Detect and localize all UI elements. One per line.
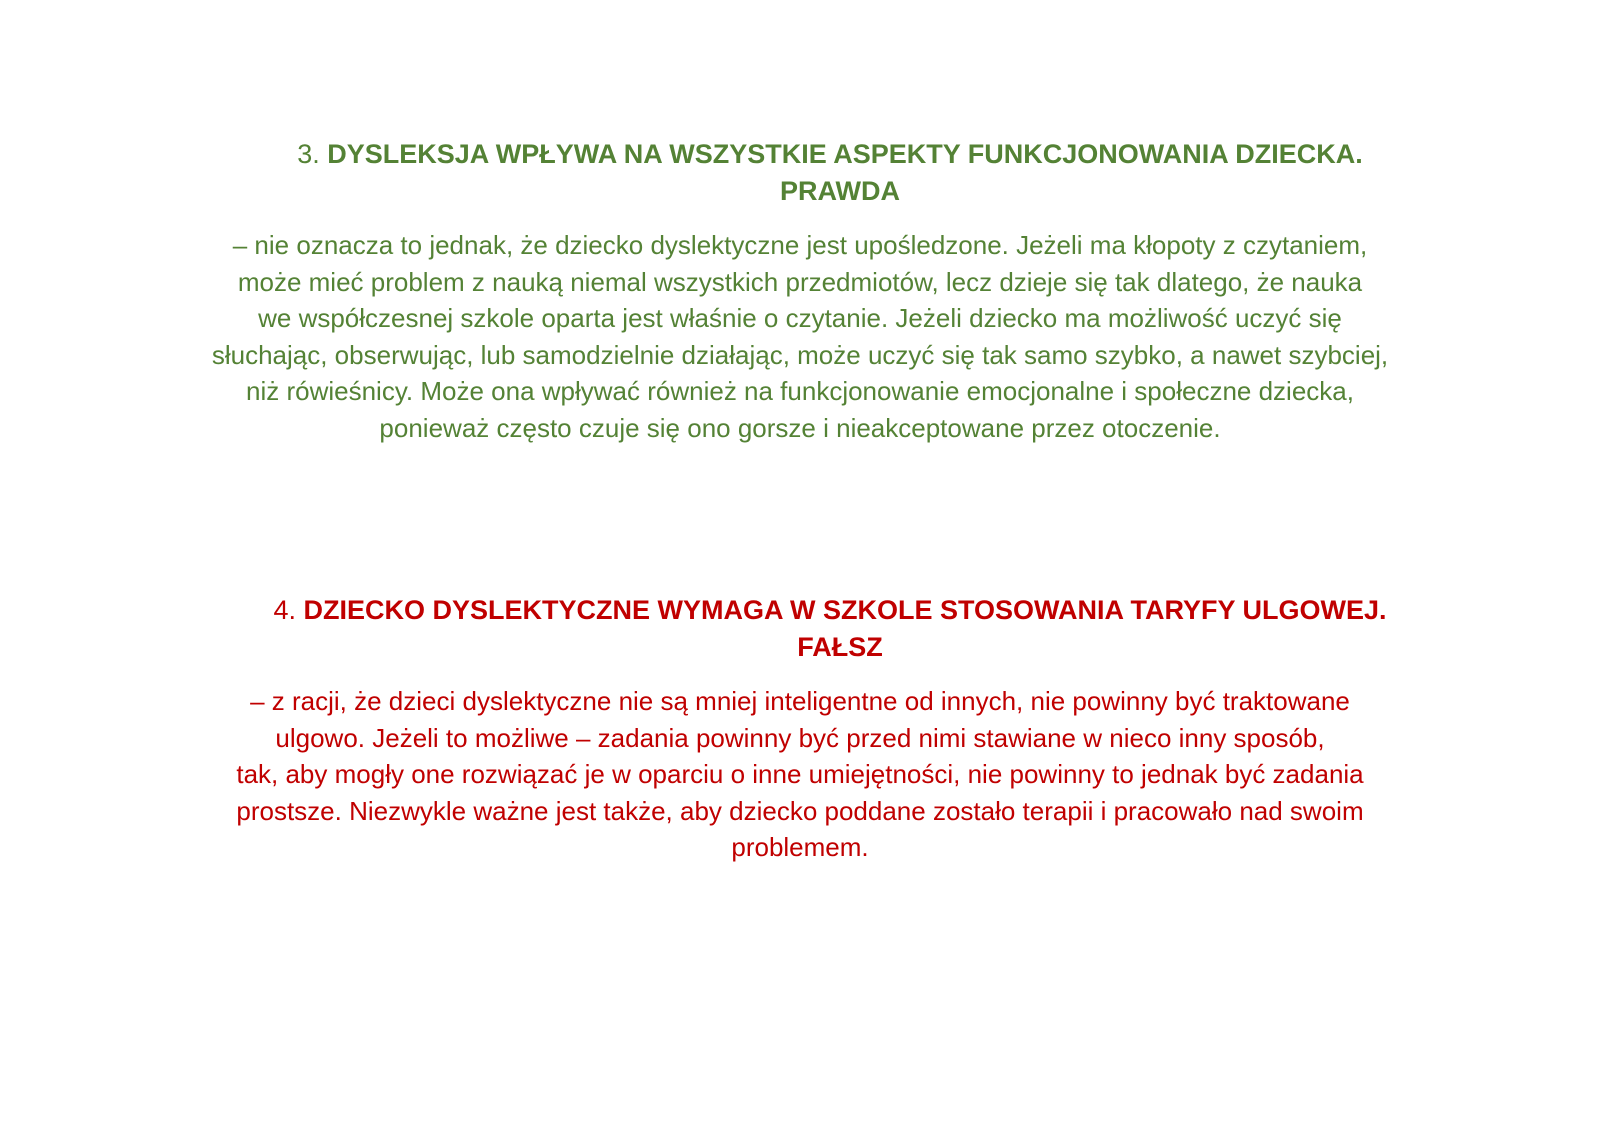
section-title: DYSLEKSJA WPŁYWA NA WSZYSTKIE ASPEKTY FUNKCJONOWANIA DZIECKA.	[327, 139, 1363, 169]
section-number: 4.	[273, 595, 296, 625]
section-body: – z racji, że dzieci dyslektyczne nie są mniej inteligentne od innych, nie powinny być traktowane ulgowo. Jeżeli to możliwe – zadania powinny być przed nimi stawiane w nieco inny sposób, tak, aby mogły one rozwiązać je w oparciu o inne umiejętności, nie powinny to jednak być zadania prostsze. Niezwykle ważne jest także, aby dziecko poddane zostało terapii i pracowało nad swoim problemem.	[236, 686, 1364, 862]
section-verdict: FAŁSZ	[797, 632, 883, 662]
section-number: 3.	[297, 139, 320, 169]
myth-section-4	[120, 592, 1480, 866]
section-body: – nie oznacza to jednak, że dziecko dyslektyczne jest upośledzone. Jeżeli ma kłopoty z czytaniem, może mieć problem z nauką niemal wszystkich przedmiotów, lecz dzieje się tak dlatego, że nauka we współczesnej szkole oparta jest właśnie o czytanie. Jeżeli dziecko ma możliwość uczyć się słuchając, obserwując, lub samodzielnie działając, może uczyć się tak samo szybko, a nawet szybciej, niż rówieśnicy. Może ona wpływać również na funkcjonowanie emocjonalne i społeczne dziecka, ponieważ często czuje się ono gorsze i nieakceptowane przez otoczenie.	[211, 230, 1389, 443]
section-heading	[120, 592, 1480, 666]
section-title: DZIECKO DYSLEKTYCZNE WYMAGA W SZKOLE STOSOWANIA TARYFY ULGOWEJ.	[303, 595, 1387, 625]
section-verdict: PRAWDA	[780, 176, 900, 206]
myth-section-3	[120, 136, 1480, 446]
section-heading	[120, 136, 1480, 210]
